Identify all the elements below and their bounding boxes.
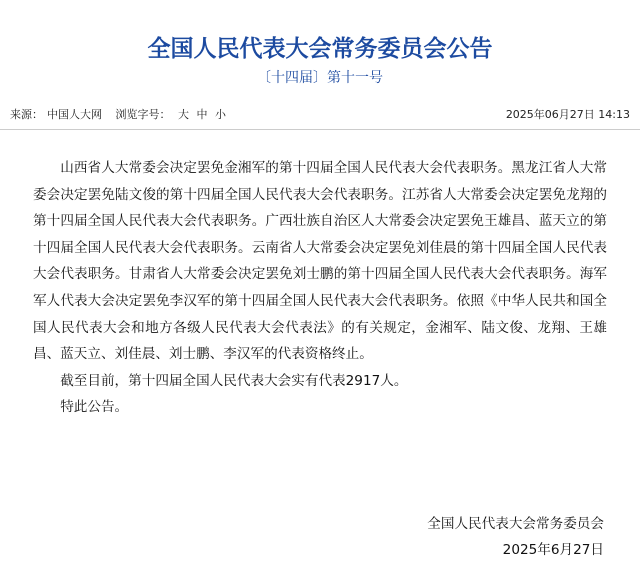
font-size-large-button[interactable]: 大 (178, 108, 189, 121)
meta-left (10, 104, 230, 126)
body-paragraph: 截至目前，第十四届全国人民代表大会实有代表2917人。 (60, 372, 408, 389)
source-value: 中国人大网 (47, 108, 102, 121)
publish-datetime: 2025年06月27日 14:13 (505, 108, 630, 121)
source-label: 来源： (10, 108, 43, 121)
signature-block (427, 511, 604, 563)
body-paragraph: 特此公告。 (60, 399, 129, 416)
signature-org: 全国人民代表大会常务委员会 (427, 516, 604, 532)
body-paragraph: 山西省人大常委会决定罢免金湘军的第十四届全国人民代表大会代表职务。黑龙江省人大常委会决定罢免陆文俊的第十四届全国人民代表大会代表职务。江苏省人大常委会决定罢免龙翔的第十四届全国人民代表大会代表职务。广西壮族自治区人大常委会决定罢免王雄昌、蓝天立的第十四届全国人民代表大会代表职务。云南省人大常委会决定罢免刘佳晨的第十四届全国人民代表大会代表职务。甘肃省人大常委会决定罢免刘士鹏的第十四届全国人民代表大会代表职务。海军军人代表大会决定罢免李汉军的第十四届全国人民代表大会代表职务。依照《中华人民共和国全国人民代表大会和地方各级人民代表大会代表法》的有关规定，金湘军、陆文俊、龙翔、王雄昌、蓝天立、刘佳晨、刘士鹏、李汉军的代表资格终止。 (33, 160, 607, 363)
font-size-small-button[interactable]: 小 (215, 108, 226, 121)
signature-date: 2025年6月27日 (502, 542, 604, 558)
font-size-label: 浏览字号： (115, 108, 171, 121)
meta-bar (10, 104, 630, 126)
font-size-medium-button[interactable]: 中 (196, 108, 208, 121)
page-title: 全国人民代表大会常务委员会公告 (147, 36, 493, 62)
header-divider (0, 129, 640, 130)
announcement-body (33, 155, 607, 421)
issue-number: 〔十四届〕第十一号 (257, 70, 383, 86)
